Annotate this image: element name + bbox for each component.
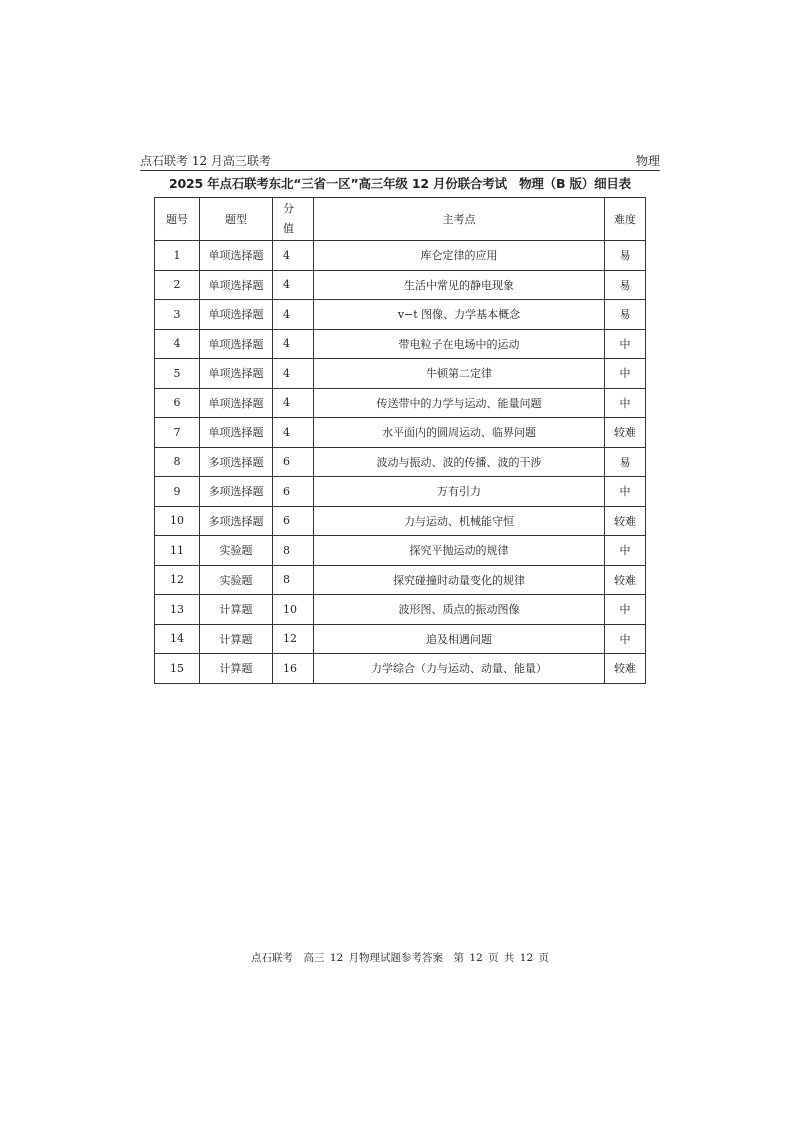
table-row: [155, 565, 646, 595]
page-footer: 点石联考 高三 12 月物理试题参考答案 第 12 页 共 12 页: [251, 952, 549, 964]
cell-difficulty: 易: [605, 270, 646, 300]
cell-score: 4: [273, 270, 314, 300]
table-row: [155, 359, 646, 389]
cell-difficulty: 易: [605, 241, 646, 271]
cell-score: 16: [273, 654, 314, 684]
cell-topic: 探究碰撞时动量变化的规律: [314, 565, 605, 595]
cell-type: 多项选择题: [200, 506, 273, 536]
cell-topic: 追及相遇问题: [314, 624, 605, 654]
cell-topic: 生活中常见的静电现象: [314, 270, 605, 300]
cell-number: 12: [155, 565, 200, 595]
cell-difficulty: 较难: [605, 506, 646, 536]
cell-type: 单项选择题: [200, 388, 273, 418]
cell-score: 6: [273, 506, 314, 536]
header-score: [273, 198, 314, 241]
cell-type: 实验题: [200, 536, 273, 566]
table-row: [155, 447, 646, 477]
header-score-bottom: 值: [283, 222, 294, 235]
cell-topic: 波动与振动、波的传播、波的干涉: [314, 447, 605, 477]
table-row: [155, 477, 646, 507]
cell-difficulty: 中: [605, 595, 646, 625]
cell-difficulty: 较难: [605, 654, 646, 684]
table-row: [155, 270, 646, 300]
cell-difficulty: 中: [605, 536, 646, 566]
cell-topic: 带电粒子在电场中的运动: [314, 329, 605, 359]
table-row: [155, 536, 646, 566]
header-difficulty: 难度: [605, 198, 646, 241]
cell-type: 实验题: [200, 565, 273, 595]
cell-score: 4: [273, 300, 314, 330]
cell-number: 15: [155, 654, 200, 684]
header-divider: [140, 170, 660, 171]
header-type: 题型: [200, 198, 273, 241]
cell-topic: 万有引力: [314, 477, 605, 507]
table-row: [155, 300, 646, 330]
cell-type: 单项选择题: [200, 359, 273, 389]
cell-type: 计算题: [200, 595, 273, 625]
header-left-text: 点石联考 12 月高三联考: [140, 154, 271, 168]
cell-number: 4: [155, 329, 200, 359]
cell-difficulty: 中: [605, 359, 646, 389]
table-row: [155, 241, 646, 271]
cell-score: 12: [273, 624, 314, 654]
cell-number: 10: [155, 506, 200, 536]
cell-score: 8: [273, 565, 314, 595]
cell-score: 8: [273, 536, 314, 566]
cell-topic: 波形图、质点的振动图像: [314, 595, 605, 625]
cell-score: 4: [273, 241, 314, 271]
table-header-row: [155, 198, 646, 241]
cell-score: 6: [273, 477, 314, 507]
cell-score: 10: [273, 595, 314, 625]
cell-topic: 探究平抛运动的规律: [314, 536, 605, 566]
table-row: [155, 388, 646, 418]
table-row: [155, 506, 646, 536]
cell-difficulty: 易: [605, 447, 646, 477]
cell-score: 4: [273, 388, 314, 418]
table-row: [155, 418, 646, 448]
cell-type: 单项选择题: [200, 241, 273, 271]
cell-difficulty: 中: [605, 329, 646, 359]
cell-topic: v−t 图像、力学基本概念: [314, 300, 605, 330]
cell-topic: 牛顿第二定律: [314, 359, 605, 389]
cell-number: 9: [155, 477, 200, 507]
table-body: [155, 241, 646, 684]
cell-topic: 力与运动、机械能守恒: [314, 506, 605, 536]
cell-difficulty: 中: [605, 388, 646, 418]
cell-type: 单项选择题: [200, 300, 273, 330]
cell-number: 1: [155, 241, 200, 271]
cell-number: 5: [155, 359, 200, 389]
cell-number: 2: [155, 270, 200, 300]
table-row: [155, 595, 646, 625]
cell-type: 计算题: [200, 654, 273, 684]
cell-number: 8: [155, 447, 200, 477]
cell-topic: 库仑定律的应用: [314, 241, 605, 271]
header-subject-text: 物理: [635, 154, 660, 168]
cell-score: 4: [273, 418, 314, 448]
cell-number: 11: [155, 536, 200, 566]
exam-detail-table: [154, 197, 646, 684]
table-row: [155, 624, 646, 654]
cell-difficulty: 较难: [605, 565, 646, 595]
cell-number: 14: [155, 624, 200, 654]
cell-difficulty: 较难: [605, 418, 646, 448]
table-row: [155, 654, 646, 684]
cell-topic: 力学综合（力与运动、动量、能量）: [314, 654, 605, 684]
cell-difficulty: 中: [605, 477, 646, 507]
cell-topic: 水平面内的圆周运动、临界问题: [314, 418, 605, 448]
cell-number: 13: [155, 595, 200, 625]
cell-number: 6: [155, 388, 200, 418]
cell-type: 单项选择题: [200, 418, 273, 448]
cell-number: 7: [155, 418, 200, 448]
cell-type: 单项选择题: [200, 270, 273, 300]
header-topic: 主考点: [314, 198, 605, 241]
cell-type: 多项选择题: [200, 477, 273, 507]
cell-type: 多项选择题: [200, 447, 273, 477]
cell-score: 4: [273, 359, 314, 389]
cell-number: 3: [155, 300, 200, 330]
header-score-top: 分: [283, 202, 294, 215]
header-number: 题号: [155, 198, 200, 241]
table-row: [155, 329, 646, 359]
cell-difficulty: 中: [605, 624, 646, 654]
document-title: 2025 年点石联考东北“三省一区”高三年级 12 月份联合考试 物理（B 版）细目表: [169, 176, 631, 191]
cell-type: 单项选择题: [200, 329, 273, 359]
cell-difficulty: 易: [605, 300, 646, 330]
cell-type: 计算题: [200, 624, 273, 654]
cell-score: 4: [273, 329, 314, 359]
cell-score: 6: [273, 447, 314, 477]
cell-topic: 传送带中的力学与运动、能量问题: [314, 388, 605, 418]
